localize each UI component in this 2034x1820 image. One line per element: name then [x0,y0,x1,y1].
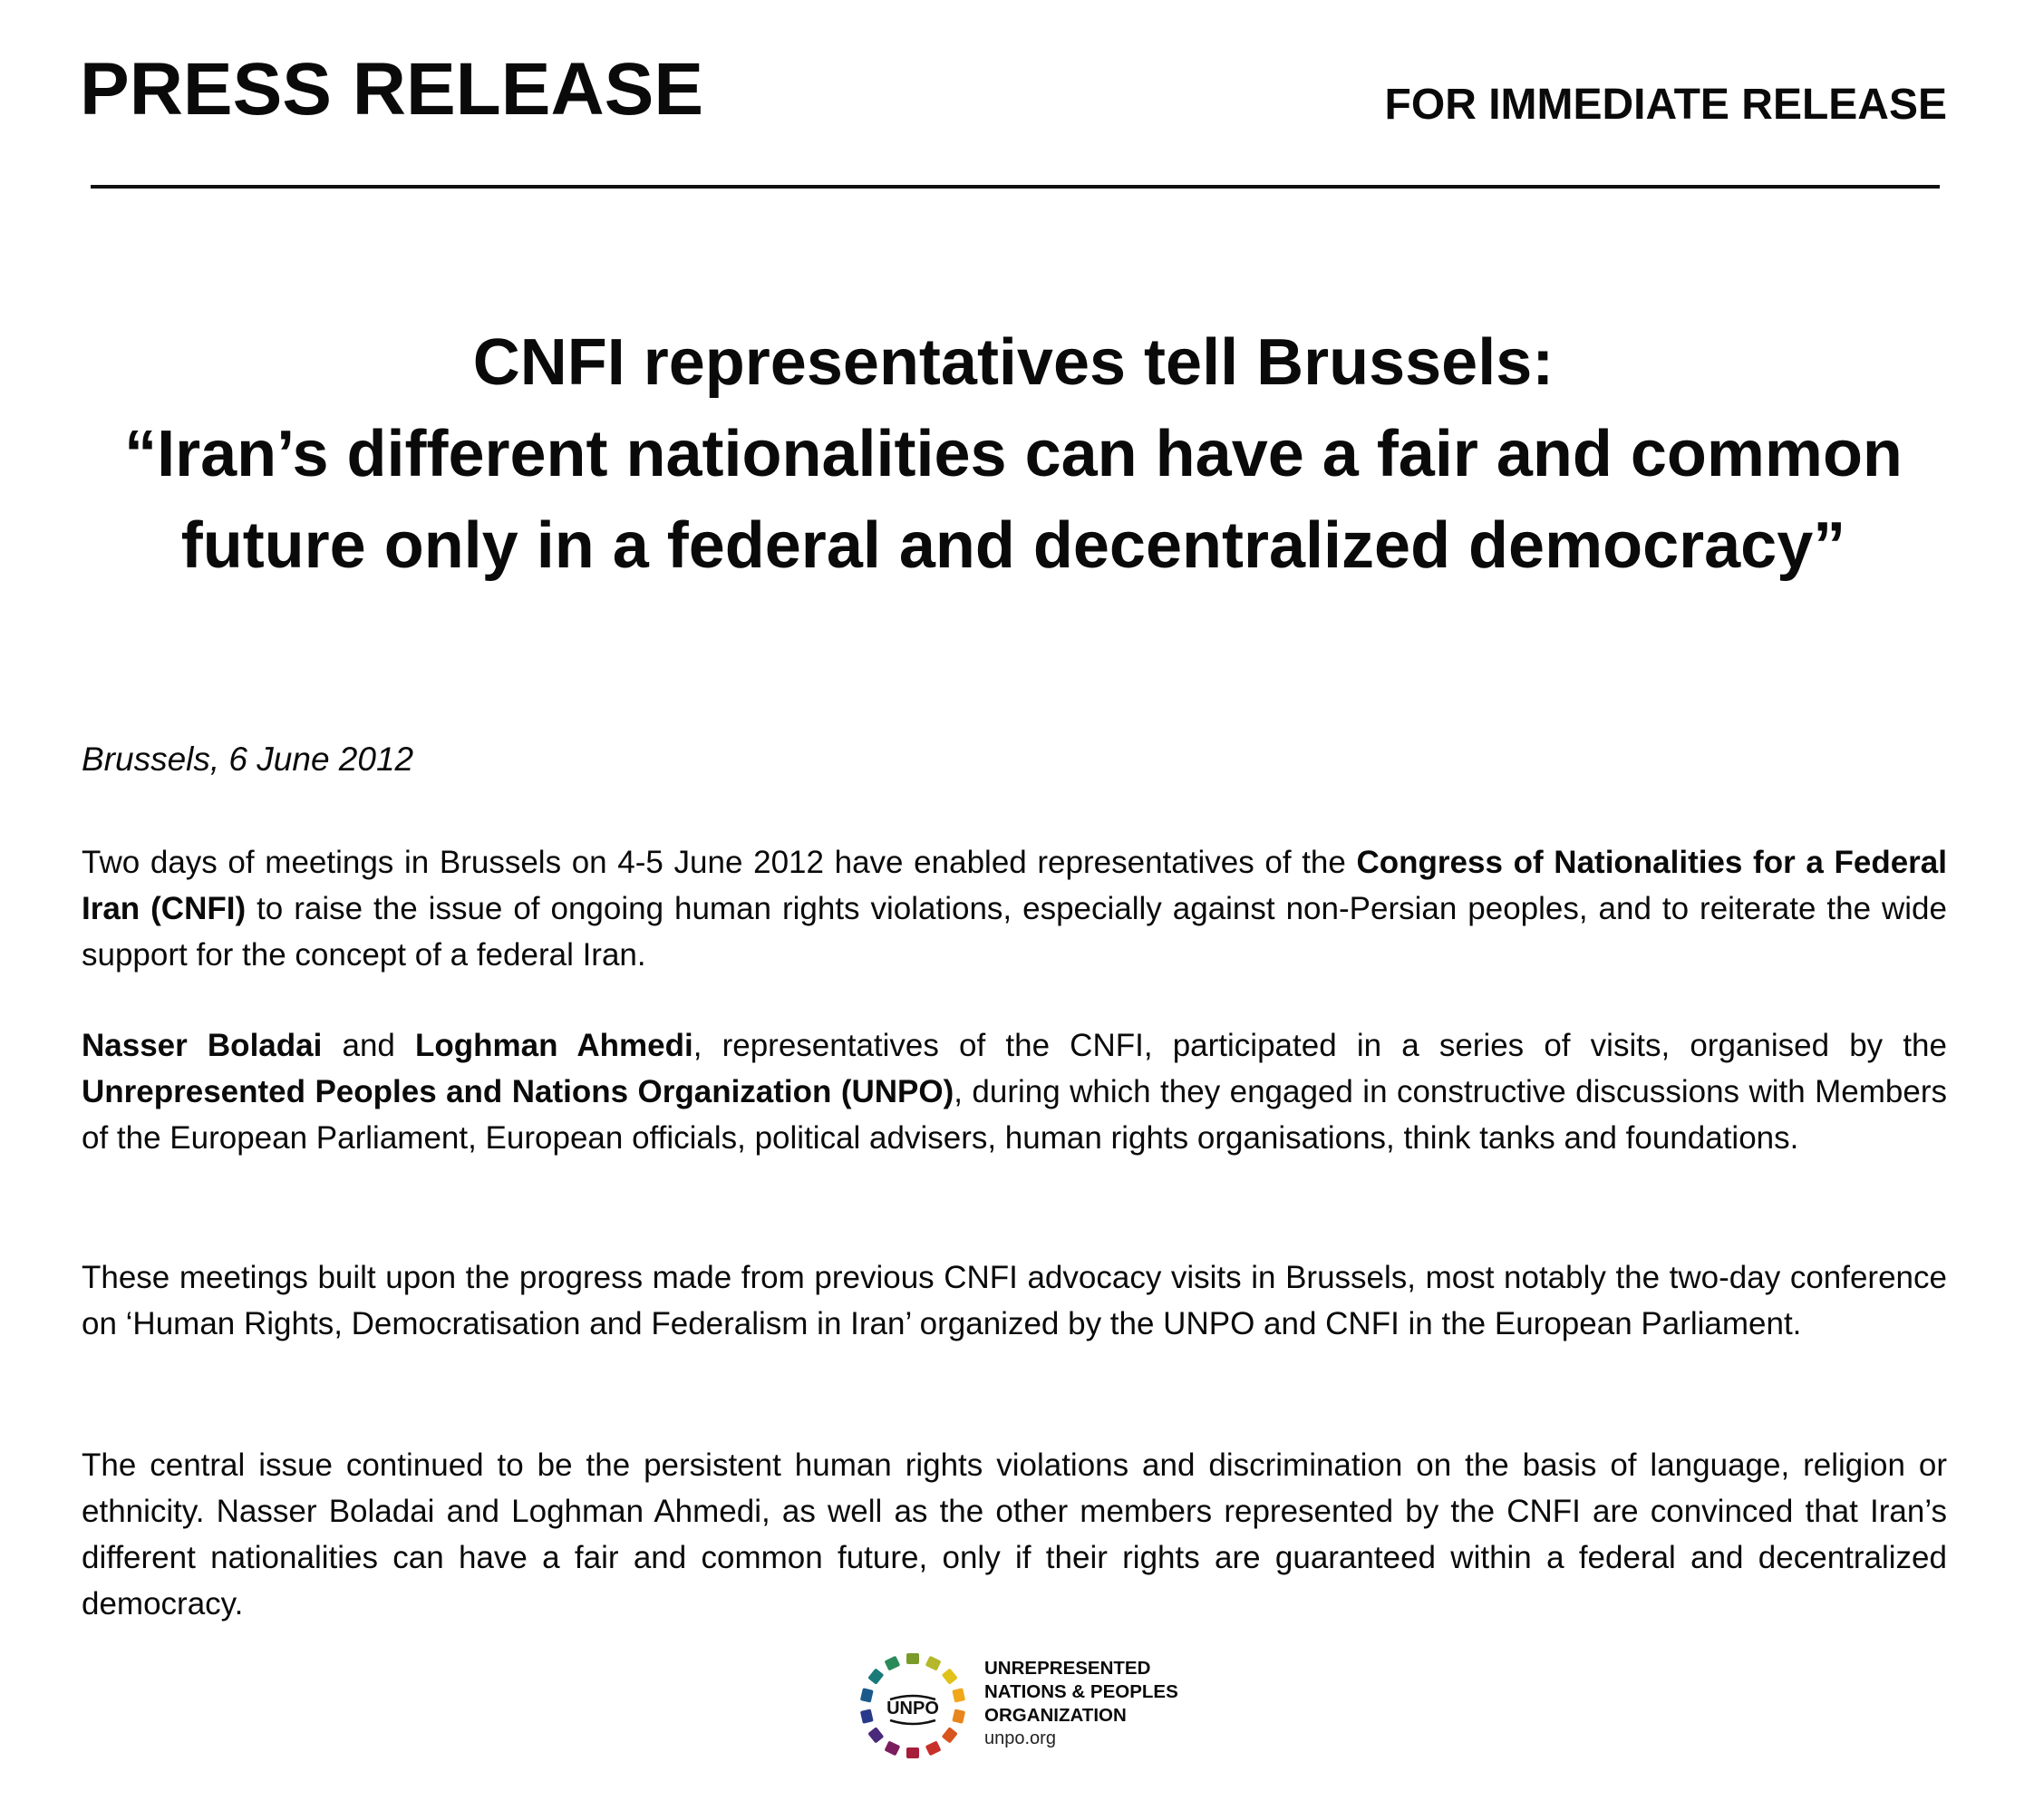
person-name-ahmedi: Loghman Ahmedi [415,1028,693,1063]
paragraph-1 [82,839,1947,978]
headline-line-1: CNFI representatives tell Brussels: [472,326,1555,399]
ring-segment [860,1709,874,1723]
headline [80,317,1947,592]
headline-line-2: “Iran’s different nationalities can have a fair and common [124,418,1903,490]
paragraph-2 [82,1022,1947,1161]
headline-line-3: future only in a federal and decentralized democracy” [180,509,1846,582]
unpo-url: unpo.org [984,1728,1056,1748]
unpo-logo [850,1642,1213,1769]
unpo-name: Unrepresented Peoples and Nations Organization (UNPO) [82,1074,954,1109]
ring-segment [942,1668,958,1684]
header [80,44,1947,152]
ring-segment [884,1656,900,1671]
unpo-wordmark [984,1657,1178,1728]
ring-segment [925,1740,942,1756]
unpo-emblem-icon [850,1642,977,1769]
header-divider [91,185,1940,189]
ring-segment [906,1747,919,1758]
paragraph-2-text-d: , representatives of the CNFI, participated in a series of visits, organised by the [693,1028,1947,1063]
press-release-title: PRESS RELEASE [80,48,704,131]
ring-segment [867,1668,884,1684]
paragraph-4: The central issue continued to be the persistent human rights violations and discrimination on the basis of language, religion or ethnicity. Nasser Boladai and Loghman Ahmedi, as well as the other members represented by the CNFI are convinced that Iran’s different nationalities can have a fair and common future, only if their rights are guaranteed within a federal and decentralized democracy. [82,1447,1947,1622]
cnfi-name: Congress of Nationalities for a Federal Iran (CNFI) [82,845,1947,926]
ring-segment [860,1688,874,1702]
paragraph-2-text-f: , during which they engaged in constructive discussions with Members of the European Parliament, European officials, political advisers, human rights organisations, think tanks and foundations. [82,1074,1947,1156]
paragraph-1-text-c: to raise the issue of ongoing human rights violations, especially against non-Persian peoples, and to reiterate the wide support for the concept of a federal Iran. [82,891,1947,973]
unpo-mark-text: UNPO [886,1699,939,1718]
ring-segment [952,1688,965,1702]
unpo-mark-arc-bottom [890,1720,935,1724]
paragraph-1-text-a: Two days of meetings in Brussels on 4-5 June 2012 have enabled representatives of the [82,845,1357,880]
unpo-wordmark-line-2: NATIONS & PEOPLES [984,1681,1178,1702]
ring-segment [906,1653,919,1664]
unpo-wordmark-line-3: ORGANIZATION [984,1705,1127,1726]
unpo-wordmark-line-1: UNREPRESENTED [984,1658,1151,1679]
release-status: FOR IMMEDIATE RELEASE [1384,81,1947,129]
person-name-boladai: Nasser Boladai [82,1028,323,1063]
paragraph-2-text-b: and [322,1028,416,1063]
ring-segment [942,1727,958,1743]
ring-segment [884,1740,900,1756]
ring-segment [952,1709,965,1723]
ring-segment [925,1656,942,1671]
ring-segment [867,1727,884,1743]
paragraph-3: These meetings built upon the progress made from previous CNFI advocacy visits in Brussels, most notably the two-day conference on ‘Human Rights, Democratisation and Federalism in Iran’ organized by the UNPO and CNFI in the European Parliament. [82,1260,1947,1341]
dateline: Brussels, 6 June 2012 [82,741,414,778]
